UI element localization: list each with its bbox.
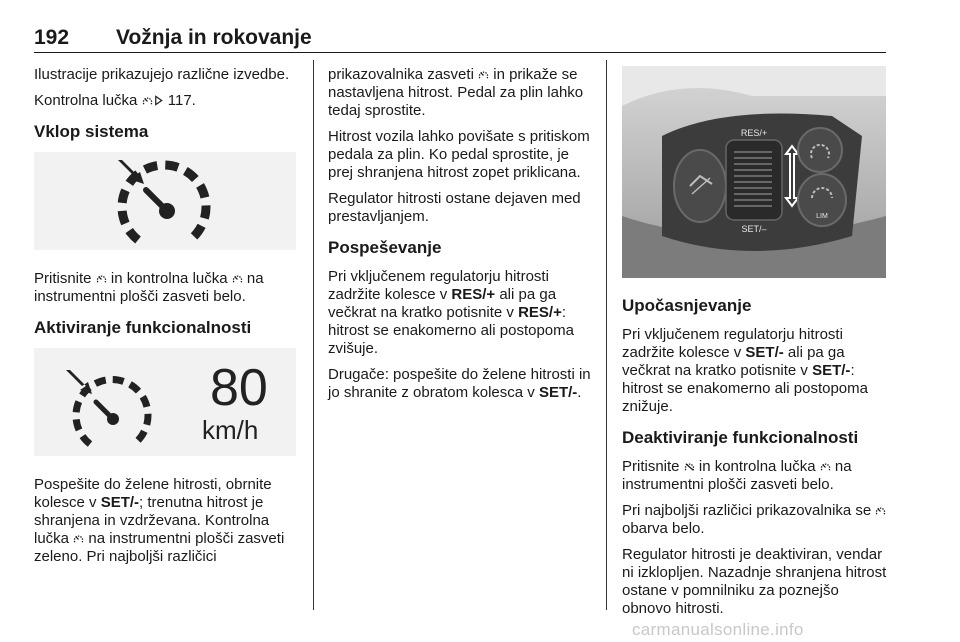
column-3 <box>622 294 888 626</box>
page-reference-icon <box>153 95 164 106</box>
section-heading: Pospeševanje <box>328 238 442 257</box>
speed-unit: km/h <box>202 415 259 445</box>
cruise-control-icon <box>478 69 489 80</box>
column-2 <box>328 66 596 410</box>
cruise-control-icon <box>142 95 153 106</box>
page-header <box>34 26 886 53</box>
watermark: carmanualsonline.info <box>632 620 804 639</box>
paragraph: Pospešite do želene hitrosti, obrnite kolesce v SET/-; trenutna hitrost je shranjena in vzdrževana. Kontrolna lučka na instrumentni plošči zasveti zeleno. Pri najboljši različici <box>34 476 285 565</box>
paragraph: Pritisnite in kontrolna lučka na instrumentni plošči zasveti belo. <box>34 270 264 305</box>
steering-wheel-controls-photo <box>622 66 886 278</box>
column-1 <box>34 66 296 574</box>
cruise-control-off-icon <box>684 461 695 472</box>
paragraph: Hitrost vozila lahko povišate s pritiskom pedala za plin. Ko pedal sprostite, je prej shranjena hitrost zopet priklicana. <box>328 128 590 181</box>
res-label: RES/+ <box>740 128 768 138</box>
paragraph: Ilustracije prikazujejo različne izvedbe. <box>34 66 290 83</box>
cruise-control-icon <box>96 273 107 284</box>
section-heading: Upočasnjevanje <box>622 296 752 315</box>
page-number: 192 <box>34 26 70 49</box>
section-heading: Deaktiviranje funkcionalnosti <box>622 428 859 447</box>
paragraph: Regulator hitrosti je deaktiviran, vendar ni izklopljen. Nazadnje shranjena hitrost ostane v pomnilniku za poznejšo obnovo hitrosti. <box>622 546 887 617</box>
paragraph: Regulator hitrosti ostane dejaven med prestavljanjem. <box>328 190 581 225</box>
paragraph: Drugače: pospešite do želene hitrosti in jo shranite z obratom kolesca v SET/-. <box>328 366 591 401</box>
cruise-control-icon <box>875 505 886 516</box>
paragraph: Pri najboljši različici prikazovalnika se obarva belo. <box>622 502 888 538</box>
cruise-control-icon <box>34 152 296 250</box>
cruise-control-icon <box>73 533 84 544</box>
chapter-title: Vožnja in rokovanje <box>116 26 312 49</box>
set-speed-value: 80 <box>210 359 268 417</box>
paragraph: Pritisnite in kontrolna lučka na instrumentni plošči zasveti belo. <box>622 458 852 493</box>
cruise-control-icon <box>820 461 831 472</box>
section-heading: Aktiviranje funkcionalnosti <box>34 318 252 337</box>
lim-label: LIM <box>816 213 828 220</box>
section-heading: Vklop sistema <box>34 122 149 141</box>
column-divider <box>606 60 607 610</box>
steering-wheel-controls-illustration <box>622 66 886 278</box>
cruise-control-icon <box>34 348 184 456</box>
column-divider <box>313 60 314 610</box>
set-label: SET/– <box>741 224 767 234</box>
paragraph: prikazovalnika zasveti in prikaže se nastavljena hitrost. Pedal za plin lahko tedaj sprostite. <box>328 66 584 119</box>
cruise-control-figure <box>34 152 296 250</box>
cruise-control-icon <box>232 273 243 284</box>
paragraph: Pri vključenem regulatorju hitrosti zadržite kolesce v RES/+ ali pa ga večkrat na kratko potisnite v RES/+: hitrost se enakomerno ali postopoma zvišuje. <box>328 268 574 357</box>
paragraph: Kontrolna lučka 117. <box>34 92 196 109</box>
speed-display-figure <box>34 348 296 456</box>
paragraph: Pri vključenem regulatorju hitrosti zadržite kolesce v SET/- ali pa ga večkrat na kratko potisnite v SET/-: hitrost se enakomerno ali postopoma znižuje. <box>622 326 868 415</box>
